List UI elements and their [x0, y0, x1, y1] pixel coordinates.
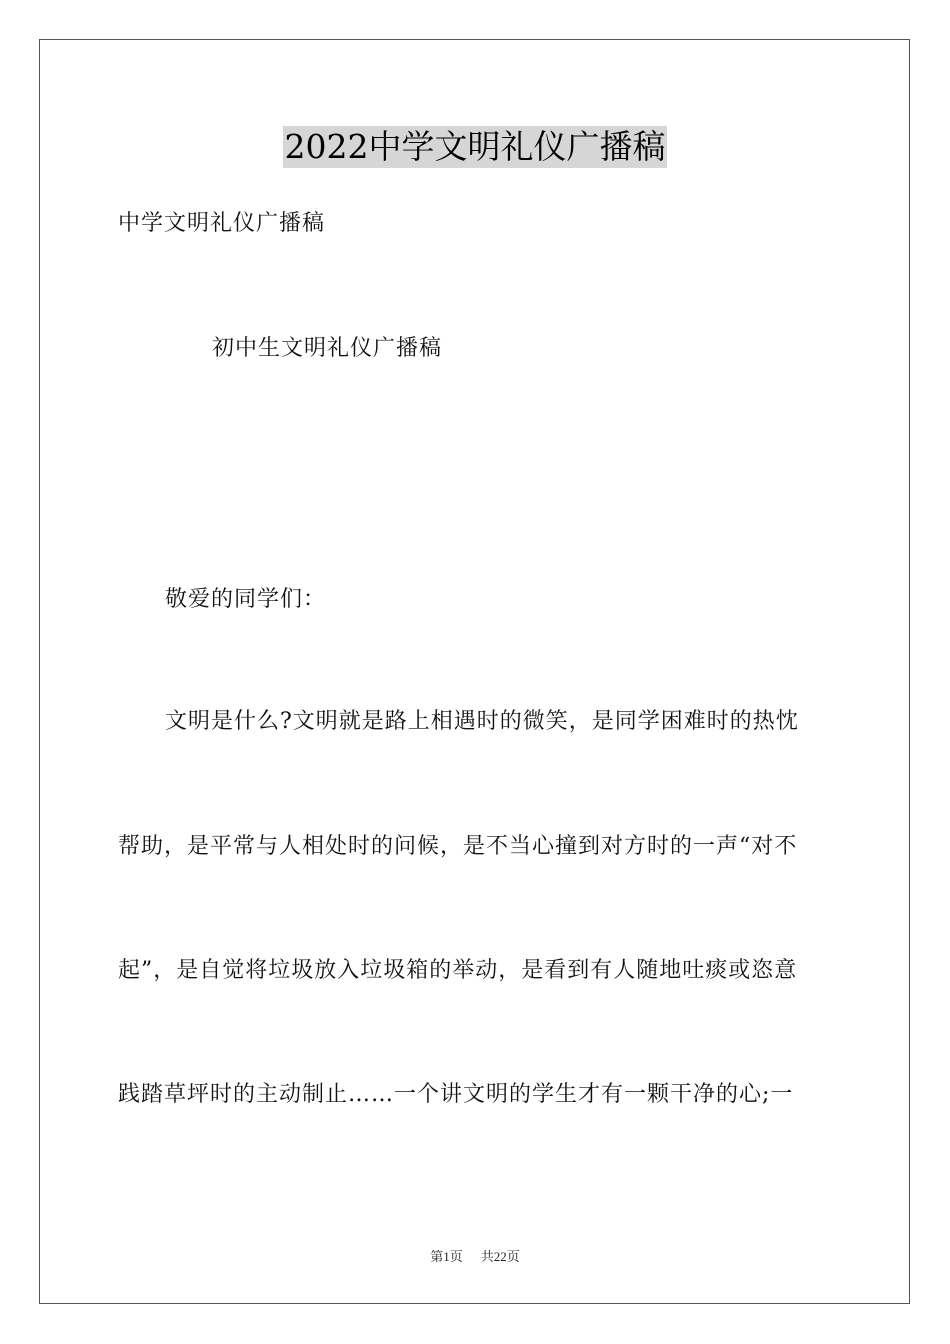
- paragraph-line: 践踏草坪时的主动制止……一个讲文明的学生才有一颗干净的心;一: [118, 1082, 794, 1107]
- title-container: [0, 126, 950, 168]
- section-heading: 初中生文明礼仪广播稿: [212, 336, 443, 361]
- page-footer: [0, 1248, 950, 1266]
- paragraph-line: 起”，是自觉将垃圾放入垃圾箱的举动，是看到有人随地吐痰或恣意: [118, 958, 798, 983]
- page-number: 第1页: [430, 1249, 463, 1264]
- greeting-line: 敬爱的同学们：: [165, 587, 327, 612]
- page-total: 共22页: [480, 1249, 520, 1264]
- document-title: 2022中学文明礼仪广播稿: [284, 127, 666, 166]
- document-subtitle: 中学文明礼仪广播稿: [118, 211, 326, 236]
- paragraph-line: 帮助，是平常与人相处时的问候，是不当心撞到对方时的一声“对不: [118, 834, 798, 859]
- paragraph-line: 文明是什么?文明就是路上相遇时的微笑，是同学困难时的热忱: [165, 709, 799, 734]
